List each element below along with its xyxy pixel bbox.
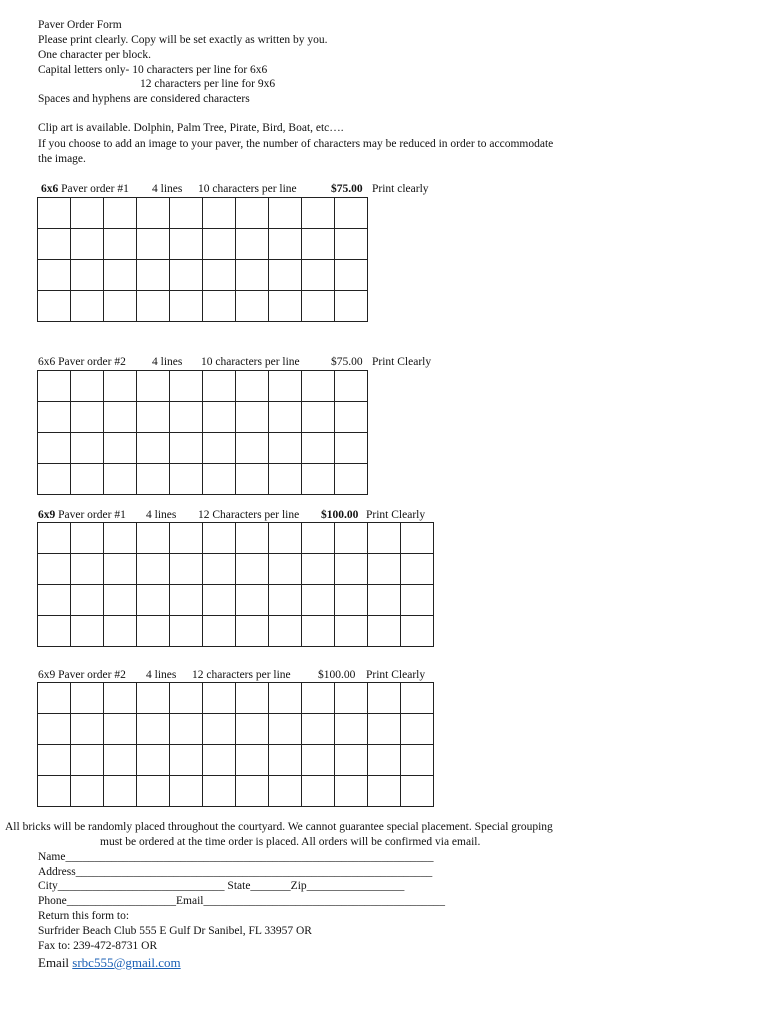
character-cell[interactable] [368, 683, 401, 714]
order-size: 6x6 [41, 183, 59, 195]
character-cell[interactable] [401, 554, 434, 585]
character-cell[interactable] [104, 616, 137, 647]
email-label: Email [38, 955, 70, 970]
character-cell[interactable] [104, 229, 137, 260]
club-address: Surfrider Beach Club 555 E Gulf Dr Sanibel, FL 33957 OR [38, 925, 312, 937]
grid-row [38, 585, 434, 616]
character-cell[interactable] [71, 714, 104, 745]
character-cell[interactable] [38, 433, 71, 464]
character-cell[interactable] [137, 683, 170, 714]
character-cell[interactable] [38, 585, 71, 616]
grid-row [38, 229, 368, 260]
character-cell[interactable] [269, 371, 302, 402]
character-cell[interactable] [71, 229, 104, 260]
character-cell[interactable] [71, 616, 104, 647]
character-cell[interactable] [269, 291, 302, 322]
character-cell[interactable] [203, 776, 236, 807]
clip-art-line: Clip art is available. Dolphin, Palm Tree, Pirate, Bird, Boat, etc…. [38, 122, 344, 134]
character-cell[interactable] [71, 402, 104, 433]
character-cell[interactable] [203, 683, 236, 714]
character-cell[interactable] [269, 433, 302, 464]
order-lines: 4 lines [146, 509, 177, 521]
character-cell[interactable] [203, 198, 236, 229]
character-cell[interactable] [104, 683, 137, 714]
character-cell[interactable] [335, 402, 368, 433]
character-cell[interactable] [170, 683, 203, 714]
character-cell[interactable] [170, 260, 203, 291]
character-cell[interactable] [170, 616, 203, 647]
character-cell[interactable] [104, 745, 137, 776]
grid-row [38, 402, 368, 433]
character-cell[interactable] [71, 198, 104, 229]
character-cell[interactable] [104, 402, 137, 433]
character-cell[interactable] [368, 776, 401, 807]
email-line [38, 954, 181, 971]
character-cell[interactable] [368, 523, 401, 554]
character-cell[interactable] [71, 683, 104, 714]
order-note: Print clearly [372, 183, 429, 195]
return-label: Return this form to: [38, 910, 130, 922]
character-cell[interactable] [236, 616, 269, 647]
character-cell[interactable] [236, 464, 269, 495]
order-price [331, 182, 363, 196]
order-lines: 4 lines [152, 356, 183, 368]
character-cell[interactable] [137, 523, 170, 554]
character-cell[interactable] [269, 714, 302, 745]
character-cell[interactable] [38, 683, 71, 714]
character-cell[interactable] [302, 683, 335, 714]
character-cell[interactable] [170, 371, 203, 402]
character-cell[interactable] [170, 229, 203, 260]
character-cell[interactable] [71, 291, 104, 322]
character-cell[interactable] [302, 745, 335, 776]
character-cell[interactable] [335, 523, 368, 554]
address-field[interactable]: Address______________________________________________________________ [38, 866, 433, 878]
character-cell[interactable] [170, 402, 203, 433]
character-cell[interactable] [104, 291, 137, 322]
order-chars: 12 characters per line [192, 669, 291, 681]
character-cell[interactable] [170, 433, 203, 464]
character-cell[interactable] [269, 745, 302, 776]
order-title: 6x6 Paver order #2 [38, 356, 126, 368]
character-cell[interactable] [71, 433, 104, 464]
placement-notice: must be ordered at the time order is placed. All orders will be confirmed via email. [100, 836, 481, 848]
character-cell[interactable] [71, 523, 104, 554]
character-cell[interactable] [335, 616, 368, 647]
character-cell[interactable] [335, 198, 368, 229]
character-cell[interactable] [104, 371, 137, 402]
instruction-line: Capital letters only- 10 characters per line for 6x6 [38, 64, 268, 76]
character-cell[interactable] [302, 371, 335, 402]
character-cell[interactable] [104, 464, 137, 495]
grid-row [38, 260, 368, 291]
character-cell[interactable] [269, 402, 302, 433]
character-cell[interactable] [269, 198, 302, 229]
character-cell[interactable] [38, 260, 71, 291]
grid-row [38, 464, 368, 495]
instruction-line: One character per block. [38, 49, 152, 61]
character-cell[interactable] [170, 198, 203, 229]
character-cell[interactable] [38, 402, 71, 433]
grid-row [38, 291, 368, 322]
character-cell[interactable] [203, 714, 236, 745]
character-cell[interactable] [137, 198, 170, 229]
character-cell[interactable] [236, 745, 269, 776]
character-cell[interactable] [137, 402, 170, 433]
character-cell[interactable] [203, 554, 236, 585]
character-cell[interactable] [269, 523, 302, 554]
character-cell[interactable] [302, 402, 335, 433]
character-cell[interactable] [335, 776, 368, 807]
character-cell[interactable] [269, 616, 302, 647]
character-cell[interactable] [335, 714, 368, 745]
character-cell[interactable] [104, 433, 137, 464]
order-price-value: $75.00 [331, 183, 363, 195]
paver-grid-6x6-1[interactable] [37, 197, 368, 322]
character-cell[interactable] [38, 745, 71, 776]
character-cell[interactable] [203, 371, 236, 402]
character-cell[interactable] [401, 776, 434, 807]
clip-art-line: If you choose to add an image to your paver, the number of characters may be reduced in order to accommodate [38, 138, 554, 150]
order-price: $75.00 [331, 356, 363, 368]
character-cell[interactable] [236, 433, 269, 464]
character-cell[interactable] [401, 585, 434, 616]
character-cell[interactable] [38, 229, 71, 260]
city-state-zip-field[interactable]: City_____________________________ State_______Zip_________________ [38, 880, 405, 892]
character-cell[interactable] [38, 291, 71, 322]
order-chars: 10 characters per line [201, 356, 300, 368]
character-cell[interactable] [302, 291, 335, 322]
order-header [38, 508, 126, 522]
character-cell[interactable] [368, 585, 401, 616]
character-cell[interactable] [401, 683, 434, 714]
placement-notice: All bricks will be randomly placed throughout the courtyard. We cannot guarantee special placement. Special grouping [5, 821, 553, 833]
character-cell[interactable] [302, 554, 335, 585]
character-cell[interactable] [38, 554, 71, 585]
character-cell[interactable] [170, 291, 203, 322]
character-cell[interactable] [71, 745, 104, 776]
instruction-line: Please print clearly. Copy will be set exactly as written by you. [38, 34, 328, 46]
character-cell[interactable] [368, 745, 401, 776]
character-cell[interactable] [236, 683, 269, 714]
character-cell[interactable] [137, 554, 170, 585]
grid-row [38, 776, 434, 807]
character-cell[interactable] [302, 616, 335, 647]
order-title: Paver order #1 [55, 509, 126, 521]
grid-row [38, 523, 434, 554]
character-cell[interactable] [71, 260, 104, 291]
character-cell[interactable] [71, 371, 104, 402]
character-cell[interactable] [137, 585, 170, 616]
character-cell[interactable] [170, 745, 203, 776]
character-cell[interactable] [302, 433, 335, 464]
character-cell[interactable] [71, 585, 104, 616]
character-cell[interactable] [335, 371, 368, 402]
character-cell[interactable] [137, 745, 170, 776]
character-cell[interactable] [170, 714, 203, 745]
character-cell[interactable] [335, 464, 368, 495]
fax-line: Fax to: 239-472-8731 OR [38, 940, 158, 952]
character-cell[interactable] [38, 198, 71, 229]
character-cell[interactable] [236, 229, 269, 260]
character-cell[interactable] [104, 198, 137, 229]
order-lines: 4 lines [146, 669, 177, 681]
character-cell[interactable] [368, 616, 401, 647]
character-cell[interactable] [71, 554, 104, 585]
grid-row [38, 433, 368, 464]
character-cell[interactable] [137, 714, 170, 745]
character-cell[interactable] [137, 776, 170, 807]
character-cell[interactable] [401, 745, 434, 776]
character-cell[interactable] [203, 616, 236, 647]
character-cell[interactable] [104, 585, 137, 616]
character-cell[interactable] [137, 371, 170, 402]
character-cell[interactable] [269, 776, 302, 807]
character-cell[interactable] [236, 291, 269, 322]
clip-art-line: the image. [38, 153, 86, 165]
character-cell[interactable] [170, 554, 203, 585]
paver-grid-6x9-2[interactable] [37, 682, 434, 807]
character-cell[interactable] [104, 554, 137, 585]
instruction-line: 12 characters per line for 9x6 [140, 78, 276, 90]
phone-email-field[interactable]: Phone___________________Email__________________________________________ [38, 895, 445, 907]
character-cell[interactable] [38, 464, 71, 495]
grid-row [38, 554, 434, 585]
order-note: Print Clearly [372, 356, 432, 368]
character-cell[interactable] [38, 616, 71, 647]
order-chars: 10 characters per line [198, 183, 297, 195]
grid-row [38, 683, 434, 714]
character-cell[interactable] [104, 523, 137, 554]
character-cell[interactable] [137, 433, 170, 464]
order-price [321, 508, 358, 522]
instruction-line: Spaces and hyphens are considered characters [38, 93, 250, 105]
character-cell[interactable] [269, 260, 302, 291]
character-cell[interactable] [38, 523, 71, 554]
character-cell[interactable] [203, 291, 236, 322]
character-cell[interactable] [302, 260, 335, 291]
character-cell[interactable] [236, 554, 269, 585]
character-cell[interactable] [302, 198, 335, 229]
character-cell[interactable] [335, 745, 368, 776]
character-cell[interactable] [302, 585, 335, 616]
character-cell[interactable] [269, 464, 302, 495]
character-cell[interactable] [203, 464, 236, 495]
character-cell[interactable] [203, 229, 236, 260]
order-note: Print Clearly [366, 509, 426, 521]
grid-row [38, 745, 434, 776]
character-cell[interactable] [38, 776, 71, 807]
order-price: $100.00 [318, 669, 356, 681]
character-cell[interactable] [137, 616, 170, 647]
character-cell[interactable] [71, 464, 104, 495]
character-cell[interactable] [269, 554, 302, 585]
character-cell[interactable] [104, 714, 137, 745]
order-title: Paver order #1 [58, 183, 129, 195]
order-header [41, 182, 129, 196]
paver-grid-6x9-1[interactable] [37, 522, 434, 647]
grid-row [38, 371, 368, 402]
order-chars: 12 Characters per line [198, 509, 300, 521]
character-cell[interactable] [203, 260, 236, 291]
character-cell[interactable] [335, 229, 368, 260]
character-cell[interactable] [236, 402, 269, 433]
character-cell[interactable] [335, 260, 368, 291]
character-cell[interactable] [236, 260, 269, 291]
character-cell[interactable] [170, 585, 203, 616]
grid-row [38, 714, 434, 745]
order-title: 6x9 Paver order #2 [38, 669, 126, 681]
character-cell[interactable] [203, 745, 236, 776]
character-cell[interactable] [137, 260, 170, 291]
character-cell[interactable] [203, 433, 236, 464]
character-cell[interactable] [335, 683, 368, 714]
grid-row [38, 198, 368, 229]
character-cell[interactable] [236, 776, 269, 807]
character-cell[interactable] [203, 585, 236, 616]
character-cell[interactable] [335, 433, 368, 464]
character-cell[interactable] [104, 260, 137, 291]
order-lines: 4 lines [152, 183, 183, 195]
character-cell[interactable] [335, 291, 368, 322]
paver-grid-6x6-2[interactable] [37, 370, 368, 495]
character-cell[interactable] [401, 714, 434, 745]
character-cell[interactable] [302, 523, 335, 554]
character-cell[interactable] [203, 523, 236, 554]
character-cell[interactable] [368, 714, 401, 745]
character-cell[interactable] [269, 229, 302, 260]
email-link[interactable]: srbc555@gmail.com [72, 955, 181, 970]
character-cell[interactable] [302, 464, 335, 495]
character-cell[interactable] [38, 714, 71, 745]
grid-row [38, 616, 434, 647]
character-cell[interactable] [236, 523, 269, 554]
name-field[interactable]: Name________________________________________________________________ [38, 851, 434, 863]
character-cell[interactable] [38, 371, 71, 402]
character-cell[interactable] [137, 229, 170, 260]
character-cell[interactable] [302, 229, 335, 260]
character-cell[interactable] [302, 714, 335, 745]
character-cell[interactable] [335, 554, 368, 585]
character-cell[interactable] [269, 683, 302, 714]
order-price-value: $100.00 [321, 509, 359, 521]
character-cell[interactable] [269, 585, 302, 616]
character-cell[interactable] [302, 776, 335, 807]
order-size: 6x9 [38, 509, 56, 521]
character-cell[interactable] [236, 714, 269, 745]
character-cell[interactable] [203, 402, 236, 433]
character-cell[interactable] [401, 523, 434, 554]
character-cell[interactable] [170, 523, 203, 554]
character-cell[interactable] [137, 464, 170, 495]
character-cell[interactable] [170, 464, 203, 495]
character-cell[interactable] [236, 198, 269, 229]
character-cell[interactable] [236, 371, 269, 402]
character-cell[interactable] [170, 776, 203, 807]
character-cell[interactable] [71, 776, 104, 807]
form-title: Paver Order Form [38, 19, 122, 31]
character-cell[interactable] [236, 585, 269, 616]
character-cell[interactable] [137, 291, 170, 322]
character-cell[interactable] [368, 554, 401, 585]
order-note: Print Clearly [366, 669, 426, 681]
character-cell[interactable] [335, 585, 368, 616]
character-cell[interactable] [104, 776, 137, 807]
character-cell[interactable] [401, 616, 434, 647]
